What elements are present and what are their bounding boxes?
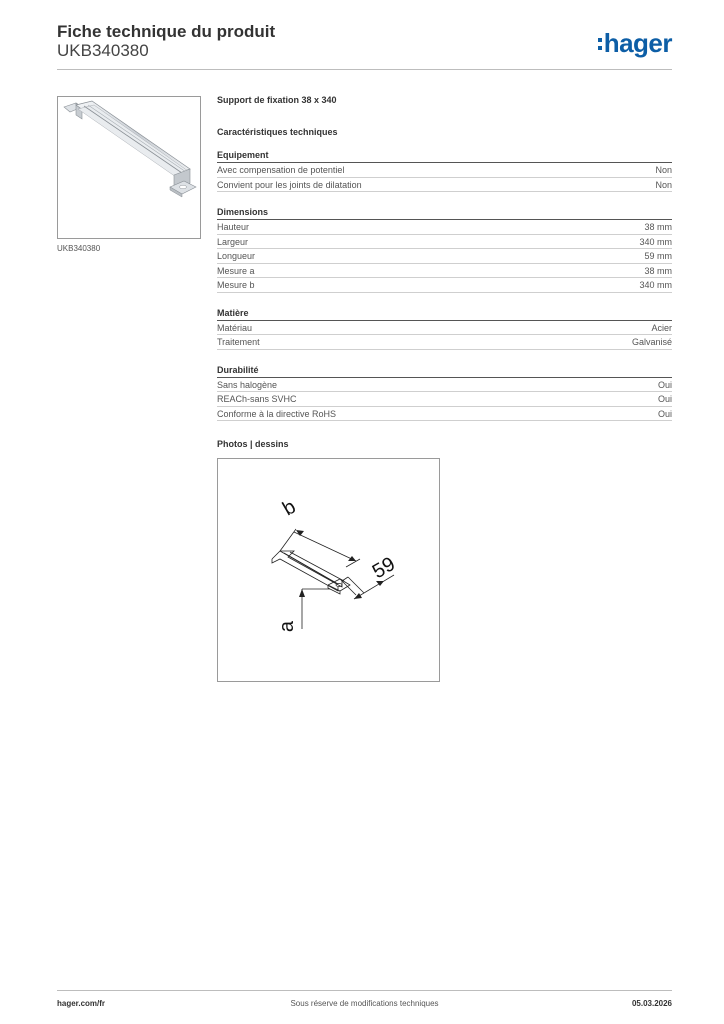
- row-label: Sans halogène: [217, 379, 278, 390]
- photos-heading: Photos | dessins: [217, 439, 289, 449]
- footer-website: hager.com/fr: [57, 999, 106, 1008]
- table-row: [217, 321, 672, 336]
- row-label: Mesure b: [217, 280, 255, 290]
- group-title-equipment: Equipement: [217, 150, 672, 163]
- footer-date: 05.03.2026: [631, 999, 672, 1008]
- characteristics-heading: Caractéristiques techniques: [217, 127, 338, 137]
- table-row: [217, 220, 672, 235]
- dimensions-group: [217, 207, 672, 293]
- row-label: Longueur: [217, 251, 256, 261]
- logo-dots-icon: [598, 36, 602, 52]
- table-row: [217, 235, 672, 250]
- row-value: 38 mm: [644, 265, 672, 276]
- row-label: Mesure a: [217, 265, 255, 276]
- drawing-label-59: 59: [368, 552, 400, 584]
- row-value: 38 mm: [644, 222, 672, 232]
- durability-group: [217, 365, 672, 422]
- row-value: Non: [655, 179, 672, 190]
- row-label: REACh-sans SVHC: [217, 394, 297, 404]
- row-value: Acier: [651, 322, 672, 333]
- page-header: [57, 20, 672, 70]
- table-row: [217, 178, 672, 193]
- table-row: [217, 407, 672, 422]
- row-label: Avec compensation de potentiel: [217, 165, 345, 175]
- table-row: [217, 264, 672, 279]
- product-image-caption: UKB340380: [57, 244, 101, 253]
- row-value: Oui: [657, 394, 672, 404]
- table-row: [217, 392, 672, 407]
- drawing-label-a: a: [276, 620, 299, 633]
- row-value: 340 mm: [639, 236, 672, 247]
- drawing-label-b: b: [278, 495, 300, 521]
- product-image: [57, 96, 201, 239]
- technical-drawing-icon: [218, 459, 439, 681]
- row-label: Matériau: [217, 322, 253, 333]
- page-footer: [57, 990, 672, 1010]
- material-group: [217, 308, 672, 350]
- row-value: Oui: [657, 408, 672, 419]
- product-code: UKB340380: [57, 41, 149, 60]
- row-value: 59 mm: [644, 251, 672, 261]
- row-label: Hauteur: [217, 222, 250, 232]
- logo-text: hager: [603, 28, 672, 58]
- row-value: Galvanisé: [631, 337, 672, 347]
- document-title: Fiche technique du produit: [57, 22, 276, 41]
- product-name: Support de fixation 38 x 340: [217, 95, 337, 105]
- footer-disclaimer: Sous réserve de modifications techniques: [290, 999, 439, 1008]
- row-value: Oui: [657, 379, 672, 390]
- bracket-photo-icon: [58, 97, 200, 238]
- group-title-dimensions: Dimensions: [217, 207, 672, 220]
- row-label: Traitement: [217, 337, 260, 347]
- table-row: [217, 335, 672, 350]
- row-label: Convient pour les joints de dilatation: [217, 179, 362, 190]
- technical-specs: [217, 95, 672, 421]
- group-title-durability: Durabilité: [217, 365, 672, 378]
- equipment-group: [217, 150, 672, 192]
- row-value: 340 mm: [639, 280, 672, 290]
- dimension-drawing: [217, 458, 440, 682]
- row-label: Conforme à la directive RoHS: [217, 408, 337, 419]
- group-title-material: Matière: [217, 308, 672, 321]
- hager-logo: [598, 28, 672, 59]
- table-row: [217, 163, 672, 178]
- row-value: Non: [655, 165, 672, 175]
- table-row: [217, 249, 672, 264]
- table-row: [217, 378, 672, 393]
- row-label: Largeur: [217, 236, 249, 247]
- table-row: [217, 278, 672, 293]
